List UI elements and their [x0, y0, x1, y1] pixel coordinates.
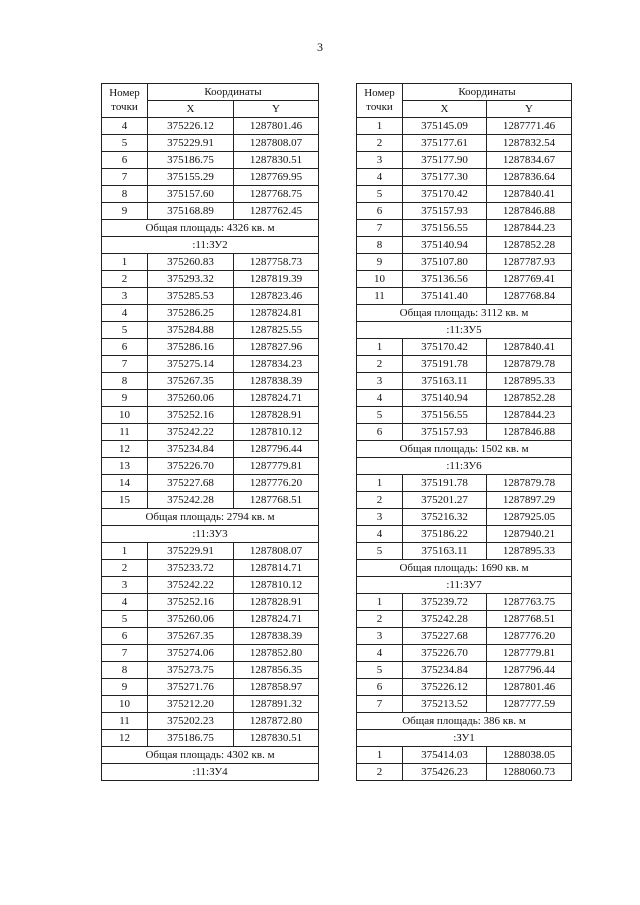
y-coordinate-cell: 1287830.51: [234, 152, 319, 169]
table-row: [357, 356, 572, 373]
table-row: [357, 152, 572, 169]
x-coordinate-cell: 375285.53: [148, 288, 234, 305]
table-row: [357, 169, 572, 186]
table-row: [357, 526, 572, 543]
coordinates-table-right: [356, 83, 572, 781]
section-caption: :ЗУ1: [357, 730, 572, 747]
point-number-cell: 2: [357, 764, 403, 781]
y-coordinate-cell: 1287769.95: [234, 169, 319, 186]
table-row: [357, 645, 572, 662]
y-coordinate-cell: 1287810.12: [234, 577, 319, 594]
section-caption-row: [357, 305, 572, 322]
table-row: [357, 254, 572, 271]
section-caption: :11:ЗУ5: [357, 322, 572, 339]
y-coordinate-cell: 1287779.81: [487, 645, 572, 662]
point-number-cell: 2: [102, 560, 148, 577]
x-coordinate-cell: 375274.06: [148, 645, 234, 662]
x-coordinate-cell: 375229.91: [148, 135, 234, 152]
y-coordinate-cell: 1287891.32: [234, 696, 319, 713]
table-row: [102, 645, 319, 662]
section-caption-row: [102, 220, 319, 237]
x-coordinate-cell: 375107.80: [403, 254, 487, 271]
coordinates-header: Координаты: [403, 84, 572, 101]
section-caption-row: [102, 747, 319, 764]
x-coordinate-cell: 375426.23: [403, 764, 487, 781]
x-coordinate-cell: 375145.09: [403, 118, 487, 135]
x-coordinate-cell: 375414.03: [403, 747, 487, 764]
table-row: [102, 288, 319, 305]
table-row: [357, 390, 572, 407]
x-header: X: [148, 101, 234, 118]
table-row: [102, 713, 319, 730]
section-caption: :11:ЗУ7: [357, 577, 572, 594]
point-number-cell: 3: [357, 628, 403, 645]
table-row: [357, 679, 572, 696]
point-number-cell: 2: [357, 135, 403, 152]
table-row: [357, 407, 572, 424]
point-number-cell: 4: [102, 305, 148, 322]
x-coordinate-cell: 375284.88: [148, 322, 234, 339]
point-number-cell: 4: [357, 526, 403, 543]
table-row: [102, 577, 319, 594]
x-coordinate-cell: 375216.32: [403, 509, 487, 526]
table-row: [102, 458, 319, 475]
y-coordinate-cell: 1287830.51: [234, 730, 319, 747]
x-coordinate-cell: 375267.35: [148, 628, 234, 645]
section-caption-row: [357, 577, 572, 594]
y-coordinate-cell: 1287768.75: [234, 186, 319, 203]
point-number-cell: 1: [357, 594, 403, 611]
x-header: X: [403, 101, 487, 118]
x-coordinate-cell: 375213.52: [403, 696, 487, 713]
x-coordinate-cell: 375260.06: [148, 390, 234, 407]
y-coordinate-cell: 1287834.67: [487, 152, 572, 169]
y-coordinate-cell: 1287879.78: [487, 356, 572, 373]
table-row: [357, 339, 572, 356]
x-coordinate-cell: 375252.16: [148, 594, 234, 611]
table-row: [102, 696, 319, 713]
y-coordinate-cell: 1287823.46: [234, 288, 319, 305]
x-coordinate-cell: 375212.20: [148, 696, 234, 713]
y-coordinate-cell: 1287834.23: [234, 356, 319, 373]
table-row: [357, 696, 572, 713]
table-row: [357, 594, 572, 611]
point-number-cell: 3: [357, 373, 403, 390]
point-number-cell: 8: [102, 186, 148, 203]
point-number-cell: 1: [357, 118, 403, 135]
point-number-cell: 9: [102, 679, 148, 696]
point-number-cell: 5: [102, 135, 148, 152]
x-coordinate-cell: 375155.29: [148, 169, 234, 186]
x-coordinate-cell: 375201.27: [403, 492, 487, 509]
x-coordinate-cell: 375242.28: [403, 611, 487, 628]
table-row: [357, 492, 572, 509]
x-coordinate-cell: 375242.28: [148, 492, 234, 509]
y-coordinate-cell: 1287827.96: [234, 339, 319, 356]
x-coordinate-cell: 375156.55: [403, 407, 487, 424]
section-caption-row: [102, 509, 319, 526]
point-number-cell: 1: [102, 543, 148, 560]
x-coordinate-cell: 375271.76: [148, 679, 234, 696]
y-coordinate-cell: 1287879.78: [487, 475, 572, 492]
table-row: [102, 322, 319, 339]
x-coordinate-cell: 375242.22: [148, 577, 234, 594]
point-number-cell: 6: [102, 339, 148, 356]
y-coordinate-cell: 1287769.41: [487, 271, 572, 288]
table-row: [102, 373, 319, 390]
y-coordinate-cell: 1287796.44: [487, 662, 572, 679]
x-coordinate-cell: 375191.78: [403, 475, 487, 492]
table-row: [102, 662, 319, 679]
y-coordinate-cell: 1287779.81: [234, 458, 319, 475]
section-caption-row: [102, 764, 319, 781]
y-coordinate-cell: 1287844.23: [487, 407, 572, 424]
table-row: [357, 662, 572, 679]
table-row: [102, 543, 319, 560]
section-caption-row: [357, 458, 572, 475]
point-number-cell: 3: [357, 509, 403, 526]
point-number-cell: 10: [102, 696, 148, 713]
y-coordinate-cell: 1287763.75: [487, 594, 572, 611]
y-coordinate-cell: 1287771.46: [487, 118, 572, 135]
table-row: [102, 339, 319, 356]
y-coordinate-cell: 1287824.71: [234, 390, 319, 407]
point-number-cell: 10: [102, 407, 148, 424]
table-row: [102, 118, 319, 135]
point-number-cell: 6: [357, 679, 403, 696]
table-row: [357, 475, 572, 492]
point-number-cell: 7: [102, 169, 148, 186]
x-coordinate-cell: 375242.22: [148, 424, 234, 441]
point-number-cell: 5: [357, 407, 403, 424]
x-coordinate-cell: 375293.32: [148, 271, 234, 288]
y-coordinate-cell: 1287852.80: [234, 645, 319, 662]
point-number-cell: 1: [357, 339, 403, 356]
y-coordinate-cell: 1287852.28: [487, 390, 572, 407]
y-coordinate-cell: 1287856.35: [234, 662, 319, 679]
section-caption: Общая площадь: 4326 кв. м: [102, 220, 319, 237]
point-number-cell: 11: [357, 288, 403, 305]
table-row: [102, 441, 319, 458]
point-number-cell: 7: [102, 645, 148, 662]
x-coordinate-cell: 375286.25: [148, 305, 234, 322]
y-coordinate-cell: 1287832.54: [487, 135, 572, 152]
x-coordinate-cell: 375170.42: [403, 339, 487, 356]
x-coordinate-cell: 375157.93: [403, 203, 487, 220]
point-number-cell: 3: [102, 577, 148, 594]
x-coordinate-cell: 375260.06: [148, 611, 234, 628]
point-number-cell: 8: [102, 373, 148, 390]
x-coordinate-cell: 375170.42: [403, 186, 487, 203]
table-row: [357, 237, 572, 254]
table-row: [102, 169, 319, 186]
y-coordinate-cell: 1287897.29: [487, 492, 572, 509]
table-row: [357, 203, 572, 220]
point-number-cell: 9: [102, 390, 148, 407]
y-coordinate-cell: 1287776.20: [487, 628, 572, 645]
table-row: [102, 730, 319, 747]
y-coordinate-cell: 1287787.93: [487, 254, 572, 271]
y-coordinate-cell: 1287846.88: [487, 203, 572, 220]
point-number-cell: 4: [102, 594, 148, 611]
x-coordinate-cell: 375177.90: [403, 152, 487, 169]
table-row: [357, 611, 572, 628]
coordinates-header: Координаты: [148, 84, 319, 101]
table-row: [357, 509, 572, 526]
x-coordinate-cell: 375260.83: [148, 254, 234, 271]
point-number-cell: 2: [357, 356, 403, 373]
point-number-header-line1: Номер: [109, 87, 140, 99]
table-row: [102, 152, 319, 169]
table-row: [102, 492, 319, 509]
section-caption-row: [357, 560, 572, 577]
section-caption: Общая площадь: 1502 кв. м: [357, 441, 572, 458]
x-coordinate-cell: 375239.72: [403, 594, 487, 611]
y-coordinate-cell: 1287814.71: [234, 560, 319, 577]
x-coordinate-cell: 375267.35: [148, 373, 234, 390]
x-coordinate-cell: 375286.16: [148, 339, 234, 356]
y-header: Y: [487, 101, 572, 118]
x-coordinate-cell: 375140.94: [403, 390, 487, 407]
point-number-cell: 6: [102, 628, 148, 645]
section-caption: :11:ЗУ2: [102, 237, 319, 254]
section-caption: Общая площадь: 3112 кв. м: [357, 305, 572, 322]
table-row: [102, 679, 319, 696]
table-row: [102, 254, 319, 271]
table-row: [357, 628, 572, 645]
y-coordinate-cell: 1287758.73: [234, 254, 319, 271]
y-coordinate-cell: 1287872.80: [234, 713, 319, 730]
point-number-cell: 12: [102, 441, 148, 458]
x-coordinate-cell: 375226.12: [148, 118, 234, 135]
table-row: [357, 186, 572, 203]
x-coordinate-cell: 375186.75: [148, 152, 234, 169]
page-number: 3: [317, 40, 323, 54]
y-coordinate-cell: 1287801.46: [487, 679, 572, 696]
y-coordinate-cell: 1287828.91: [234, 594, 319, 611]
table-row: [102, 390, 319, 407]
point-number-cell: 7: [102, 356, 148, 373]
point-number-cell: 1: [102, 254, 148, 271]
point-number-cell: 2: [102, 271, 148, 288]
point-number-cell: 9: [357, 254, 403, 271]
y-coordinate-cell: 1287808.07: [234, 543, 319, 560]
x-coordinate-cell: 375140.94: [403, 237, 487, 254]
y-coordinate-cell: 1287762.45: [234, 203, 319, 220]
point-number-cell: 5: [357, 186, 403, 203]
x-coordinate-cell: 375163.11: [403, 543, 487, 560]
y-coordinate-cell: 1287836.64: [487, 169, 572, 186]
point-number-cell: 6: [357, 424, 403, 441]
x-coordinate-cell: 375157.60: [148, 186, 234, 203]
point-number-cell: 10: [357, 271, 403, 288]
point-number-cell: 6: [102, 152, 148, 169]
y-coordinate-cell: 1287768.84: [487, 288, 572, 305]
x-coordinate-cell: 375191.78: [403, 356, 487, 373]
table-row: [357, 373, 572, 390]
point-number-cell: 15: [102, 492, 148, 509]
point-number-cell: 4: [357, 645, 403, 662]
section-caption-row: [357, 322, 572, 339]
point-number-cell: 4: [102, 118, 148, 135]
table-row: [102, 305, 319, 322]
y-coordinate-cell: 1287801.46: [234, 118, 319, 135]
point-number-cell: 11: [102, 713, 148, 730]
x-coordinate-cell: 375234.84: [148, 441, 234, 458]
y-coordinate-cell: 1287777.59: [487, 696, 572, 713]
point-number-header-line2: точки: [111, 101, 138, 113]
y-coordinate-cell: 1288038.05: [487, 747, 572, 764]
x-coordinate-cell: 375275.14: [148, 356, 234, 373]
section-caption: :11:ЗУ3: [102, 526, 319, 543]
y-coordinate-cell: 1288060.73: [487, 764, 572, 781]
x-coordinate-cell: 375252.16: [148, 407, 234, 424]
point-number-cell: 8: [357, 237, 403, 254]
table-row: [102, 628, 319, 645]
point-number-cell: 5: [357, 662, 403, 679]
point-number-cell: 3: [102, 288, 148, 305]
y-coordinate-cell: 1287846.88: [487, 424, 572, 441]
table-row: [102, 407, 319, 424]
x-coordinate-cell: 375202.23: [148, 713, 234, 730]
table-row: [102, 186, 319, 203]
x-coordinate-cell: 375168.89: [148, 203, 234, 220]
table-row: [357, 271, 572, 288]
y-coordinate-cell: 1287838.39: [234, 628, 319, 645]
x-coordinate-cell: 375163.11: [403, 373, 487, 390]
point-number-cell: 5: [102, 611, 148, 628]
y-header: Y: [234, 101, 319, 118]
x-coordinate-cell: 375273.75: [148, 662, 234, 679]
coordinates-table-left: [101, 83, 319, 781]
point-number-header: [102, 84, 148, 118]
table-row: [102, 203, 319, 220]
y-coordinate-cell: 1287819.39: [234, 271, 319, 288]
y-coordinate-cell: 1287796.44: [234, 441, 319, 458]
y-coordinate-cell: 1287768.51: [487, 611, 572, 628]
section-caption: Общая площадь: 2794 кв. м: [102, 509, 319, 526]
table-row: [102, 611, 319, 628]
section-caption-row: [102, 237, 319, 254]
y-coordinate-cell: 1287858.97: [234, 679, 319, 696]
y-coordinate-cell: 1287840.41: [487, 186, 572, 203]
point-number-header-line1: Номер: [364, 87, 395, 99]
y-coordinate-cell: 1287828.91: [234, 407, 319, 424]
point-number-cell: 13: [102, 458, 148, 475]
point-number-cell: 12: [102, 730, 148, 747]
x-coordinate-cell: 375136.56: [403, 271, 487, 288]
table-row: [102, 135, 319, 152]
y-coordinate-cell: 1287825.55: [234, 322, 319, 339]
section-caption-row: [102, 526, 319, 543]
table-row: [102, 475, 319, 492]
y-coordinate-cell: 1287895.33: [487, 543, 572, 560]
x-coordinate-cell: 375227.68: [148, 475, 234, 492]
table-row: [357, 764, 572, 781]
point-number-cell: 6: [357, 203, 403, 220]
y-coordinate-cell: 1287840.41: [487, 339, 572, 356]
point-number-cell: 2: [357, 492, 403, 509]
point-number-header-line2: точки: [366, 101, 393, 113]
section-caption-row: [357, 730, 572, 747]
table-row: [357, 424, 572, 441]
x-coordinate-cell: 375157.93: [403, 424, 487, 441]
section-caption-row: [357, 713, 572, 730]
y-coordinate-cell: 1287844.23: [487, 220, 572, 237]
table-row: [102, 560, 319, 577]
y-coordinate-cell: 1287925.05: [487, 509, 572, 526]
x-coordinate-cell: 375156.55: [403, 220, 487, 237]
table-row: [357, 135, 572, 152]
point-number-cell: 5: [357, 543, 403, 560]
y-coordinate-cell: 1287940.21: [487, 526, 572, 543]
y-coordinate-cell: 1287768.51: [234, 492, 319, 509]
table-row: [357, 288, 572, 305]
x-coordinate-cell: 375234.84: [403, 662, 487, 679]
table-row: [102, 594, 319, 611]
point-number-cell: 9: [102, 203, 148, 220]
point-number-cell: 4: [357, 390, 403, 407]
table-row: [102, 356, 319, 373]
y-coordinate-cell: 1287824.81: [234, 305, 319, 322]
y-coordinate-cell: 1287810.12: [234, 424, 319, 441]
point-number-cell: 7: [357, 696, 403, 713]
x-coordinate-cell: 375186.75: [148, 730, 234, 747]
point-number-cell: 5: [102, 322, 148, 339]
point-number-header: [357, 84, 403, 118]
point-number-cell: 3: [357, 152, 403, 169]
table-row: [357, 543, 572, 560]
table-row: [357, 220, 572, 237]
x-coordinate-cell: 375186.22: [403, 526, 487, 543]
point-number-cell: 1: [357, 475, 403, 492]
y-coordinate-cell: 1287895.33: [487, 373, 572, 390]
table-row: [102, 424, 319, 441]
x-coordinate-cell: 375226.70: [148, 458, 234, 475]
point-number-cell: 8: [102, 662, 148, 679]
y-coordinate-cell: 1287808.07: [234, 135, 319, 152]
x-coordinate-cell: 375177.61: [403, 135, 487, 152]
point-number-cell: 1: [357, 747, 403, 764]
x-coordinate-cell: 375141.40: [403, 288, 487, 305]
table-row: [357, 118, 572, 135]
section-caption: :11:ЗУ4: [102, 764, 319, 781]
point-number-cell: 7: [357, 220, 403, 237]
y-coordinate-cell: 1287776.20: [234, 475, 319, 492]
x-coordinate-cell: 375226.70: [403, 645, 487, 662]
section-caption: Общая площадь: 386 кв. м: [357, 713, 572, 730]
table-row: [102, 271, 319, 288]
point-number-cell: 11: [102, 424, 148, 441]
section-caption: :11:ЗУ6: [357, 458, 572, 475]
section-caption: Общая площадь: 1690 кв. м: [357, 560, 572, 577]
point-number-cell: 2: [357, 611, 403, 628]
x-coordinate-cell: 375177.30: [403, 169, 487, 186]
section-caption-row: [357, 441, 572, 458]
y-coordinate-cell: 1287824.71: [234, 611, 319, 628]
x-coordinate-cell: 375233.72: [148, 560, 234, 577]
section-caption: Общая площадь: 4302 кв. м: [102, 747, 319, 764]
y-coordinate-cell: 1287852.28: [487, 237, 572, 254]
table-row: [357, 747, 572, 764]
x-coordinate-cell: 375226.12: [403, 679, 487, 696]
point-number-cell: 14: [102, 475, 148, 492]
x-coordinate-cell: 375229.91: [148, 543, 234, 560]
x-coordinate-cell: 375227.68: [403, 628, 487, 645]
y-coordinate-cell: 1287838.39: [234, 373, 319, 390]
point-number-cell: 4: [357, 169, 403, 186]
